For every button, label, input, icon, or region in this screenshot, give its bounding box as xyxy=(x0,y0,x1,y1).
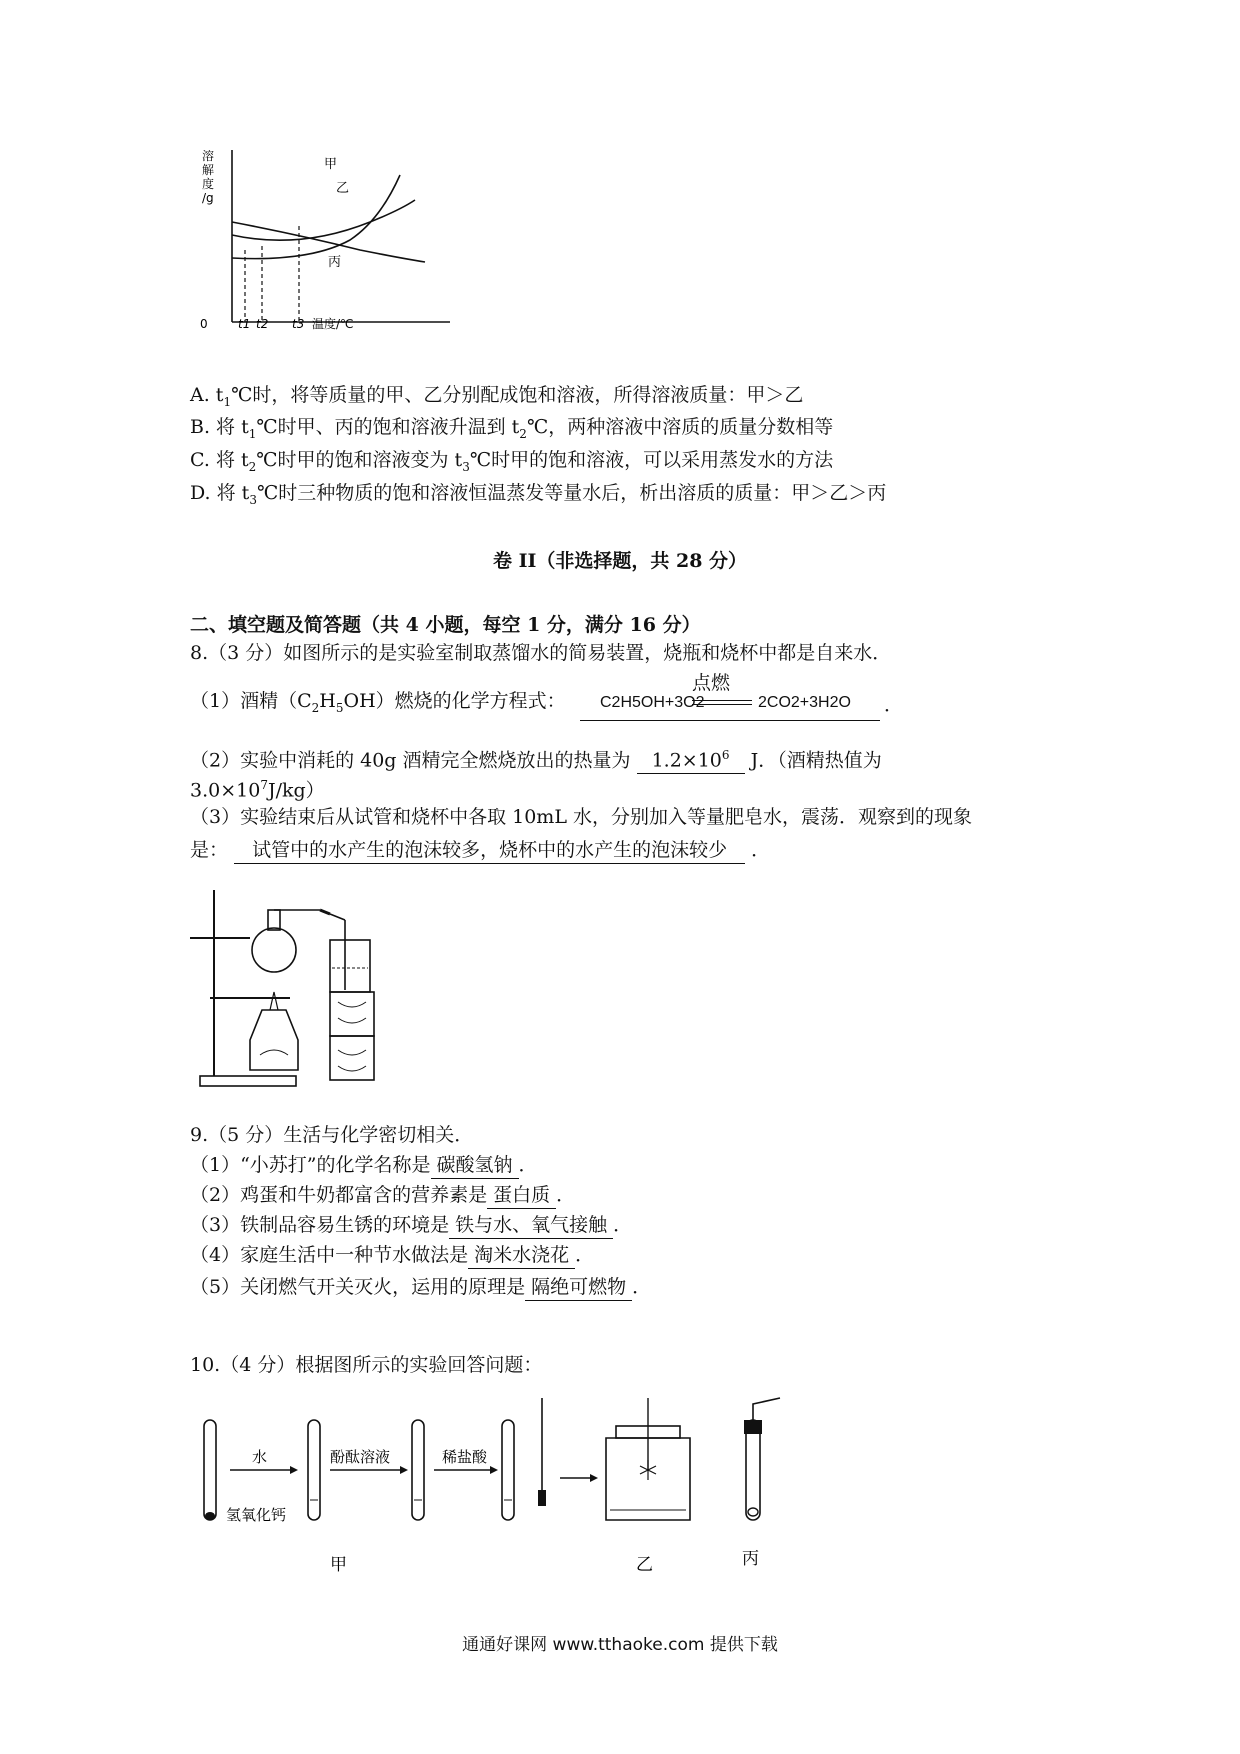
q9-item-1-pre: （1）“小苏打”的化学名称是 xyxy=(190,1154,431,1176)
q8-equation xyxy=(580,673,880,721)
q9-item-4 xyxy=(190,1242,594,1269)
ylabel-3: 度 xyxy=(202,177,215,191)
label-bing: 丙 xyxy=(328,255,342,270)
flask-icon xyxy=(252,928,296,972)
q8-s2-ans-text: 1.2×10 xyxy=(651,749,722,772)
eq-line-top xyxy=(692,700,752,701)
q9-item-5 xyxy=(190,1274,651,1301)
distillation-apparatus xyxy=(190,880,410,1090)
option-b-s2: 2 xyxy=(519,426,527,441)
curve-jia xyxy=(232,175,400,259)
section2-title: 卷 II（非选择题，共 28 分） xyxy=(492,550,748,572)
q8-s2-post: J．（酒精热值为 xyxy=(750,749,882,772)
q8-s2-line2-text: 3.0×10 xyxy=(190,779,261,802)
tick-t3: t3 xyxy=(292,317,305,331)
test-tube-4-icon xyxy=(502,1420,514,1520)
origin: 0 xyxy=(200,317,208,331)
q9-item-3 xyxy=(190,1212,632,1239)
q9-item-3-pre: （3）铁制品容易生锈的环境是 xyxy=(190,1214,450,1236)
xlabel: 温度/℃ xyxy=(312,317,354,331)
option-c-p2: ℃时甲的饱和溶液变为 t xyxy=(256,449,463,471)
q9-item-1-answer: 碳酸氢钠 xyxy=(431,1152,519,1179)
q9-stem: 9.（5 分）生活与化学密切相关． xyxy=(190,1124,474,1146)
option-b-p1: B. 将 t xyxy=(190,416,249,438)
option-c-s2: 3 xyxy=(462,459,470,474)
q9-item-5-answer: 隔绝可燃物 xyxy=(525,1274,632,1301)
option-b-s1: 1 xyxy=(248,426,257,441)
option-a-pre: A. t xyxy=(190,384,224,406)
option-c-p3: ℃时甲的饱和溶液，可以采用蒸发水的方法 xyxy=(469,449,834,471)
tick-t2: t2 xyxy=(256,317,269,331)
option-a-sub: 1 xyxy=(223,394,232,409)
eq-left: C2H5OH+3O2 xyxy=(600,694,705,711)
q8-s2-ans-exp: 6 xyxy=(721,748,730,762)
label-yi: 乙 xyxy=(336,181,350,196)
part2-heading: 二、填空题及简答题（共 4 小题，每空 1 分，满分 16 分） xyxy=(190,614,701,636)
q9-item-5-period: ． xyxy=(632,1276,652,1298)
q9-item-4-period: ． xyxy=(575,1244,595,1266)
eq-condition: 点燃 xyxy=(692,673,731,694)
q9-item-3-period: ． xyxy=(613,1214,633,1236)
ylabel-1: 溶 xyxy=(202,150,215,163)
option-b-p2: ℃时甲、丙的饱和溶液升温到 t xyxy=(256,416,520,438)
option-d-s1: 3 xyxy=(249,492,257,507)
q8-s3-line2-pre: 是： xyxy=(190,839,229,861)
option-d xyxy=(190,480,886,513)
option-a xyxy=(190,382,803,415)
tick-t1: t1 xyxy=(238,317,251,331)
alcohol-lamp-icon xyxy=(250,1010,298,1070)
option-c-s1: 2 xyxy=(248,459,257,474)
ylabel-4: /g xyxy=(202,191,214,205)
q9-item-1-period: ． xyxy=(518,1154,538,1176)
q8-s1-mid: H xyxy=(319,690,336,712)
q8-s3-line2 xyxy=(190,837,770,864)
label-hcl: 稀盐酸 xyxy=(442,1448,488,1466)
q8-s1-rest: OH）燃烧的化学方程式： xyxy=(343,690,566,712)
q8-s3-answer: 试管中的水产生的泡沫较多，烧杯中的水产生的泡沫较少 xyxy=(234,837,745,864)
label-bing-exp: 丙 xyxy=(742,1549,759,1569)
q10-stem: 10.（4 分）根据图所示的实验回答问题： xyxy=(190,1354,543,1376)
option-d-p2: ℃时三种物质的饱和溶液恒温蒸发等量水后，析出溶质的质量：甲＞乙＞丙 xyxy=(256,482,887,504)
label-phenol: 酚酞溶液 xyxy=(330,1448,391,1466)
eq-right: 2CO2+3H2O xyxy=(758,694,851,711)
option-b xyxy=(190,414,833,447)
label-jia: 甲 xyxy=(324,157,338,172)
q8-s1-sub2: 5 xyxy=(335,700,344,715)
q8-s1-period: ． xyxy=(884,694,904,716)
option-a-post: ℃时，将等质量的甲、乙分别配成饱和溶液，所得溶液质量：甲＞乙 xyxy=(231,384,804,406)
label-caoh: 氢氧化钙 xyxy=(226,1506,287,1524)
label-jia-exp: 甲 xyxy=(330,1555,347,1575)
test-tube-3-icon xyxy=(412,1420,424,1520)
q9-item-2-period: ． xyxy=(556,1184,576,1206)
q9-item-5-pre: （5）关闭燃气开关灭火，运用的原理是 xyxy=(190,1276,526,1298)
solubility-graph xyxy=(200,150,460,350)
q8-s2-answer xyxy=(637,742,745,774)
option-c-p1: C. 将 t xyxy=(190,449,249,471)
q10-experiments xyxy=(190,1390,950,1580)
q8-s2-line2-post: J/kg） xyxy=(267,779,325,802)
option-b-p3: ℃，两种溶液中溶质的质量分数相等 xyxy=(526,416,834,438)
eq-line-bottom xyxy=(692,704,752,705)
q9-item-2-answer: 蛋白质 xyxy=(487,1182,556,1209)
q8-s2-line2-exp: 7 xyxy=(260,778,268,792)
q8-s1-label: （1）酒精（C xyxy=(190,690,312,712)
q8-s2-line2 xyxy=(190,772,325,803)
test-tube-1-icon xyxy=(204,1420,216,1520)
footer: 通通好课网 www.tthaoke.com 提供下载 xyxy=(462,1635,778,1655)
test-tube-5-icon xyxy=(746,1420,760,1520)
q8-s1-sub1: 2 xyxy=(311,700,320,715)
q9-item-4-pre: （4）家庭生活中一种节水做法是 xyxy=(190,1244,469,1266)
q8-s3: （3）实验结束后从试管和烧杯中各取 10mL 水，分别加入等量肥皂水，震荡．观察到的现象 xyxy=(190,806,972,828)
beaker-icon xyxy=(330,940,370,992)
option-d-p1: D. 将 t xyxy=(190,482,250,504)
q9-item-2 xyxy=(190,1182,575,1209)
q8-s3-period: ． xyxy=(751,839,771,861)
q9-item-4-answer: 淘米水浇花 xyxy=(468,1242,575,1269)
test-tube-2-icon xyxy=(308,1420,320,1520)
q9-item-1 xyxy=(190,1152,538,1179)
q8-stem: 8.（3 分）如图所示的是实验室制取蒸馏水的简易装置，烧瓶和烧杯中都是自来水． xyxy=(190,642,892,664)
ylabel-2: 解 xyxy=(202,163,215,177)
q8-s2-pre: （2）实验中消耗的 40g 酒精完全燃烧放出的热量为 xyxy=(190,749,631,772)
q9-item-3-answer: 铁与水、氧气接触 xyxy=(449,1212,613,1239)
label-water: 水 xyxy=(252,1448,268,1466)
q9-item-2-pre: （2）鸡蛋和牛奶都富含的营养素是 xyxy=(190,1184,488,1206)
option-c xyxy=(190,447,833,480)
curve-yi xyxy=(232,200,415,240)
label-yi-exp: 乙 xyxy=(636,1555,653,1575)
q8-s2 xyxy=(190,742,882,774)
q8-s1 xyxy=(190,688,566,721)
